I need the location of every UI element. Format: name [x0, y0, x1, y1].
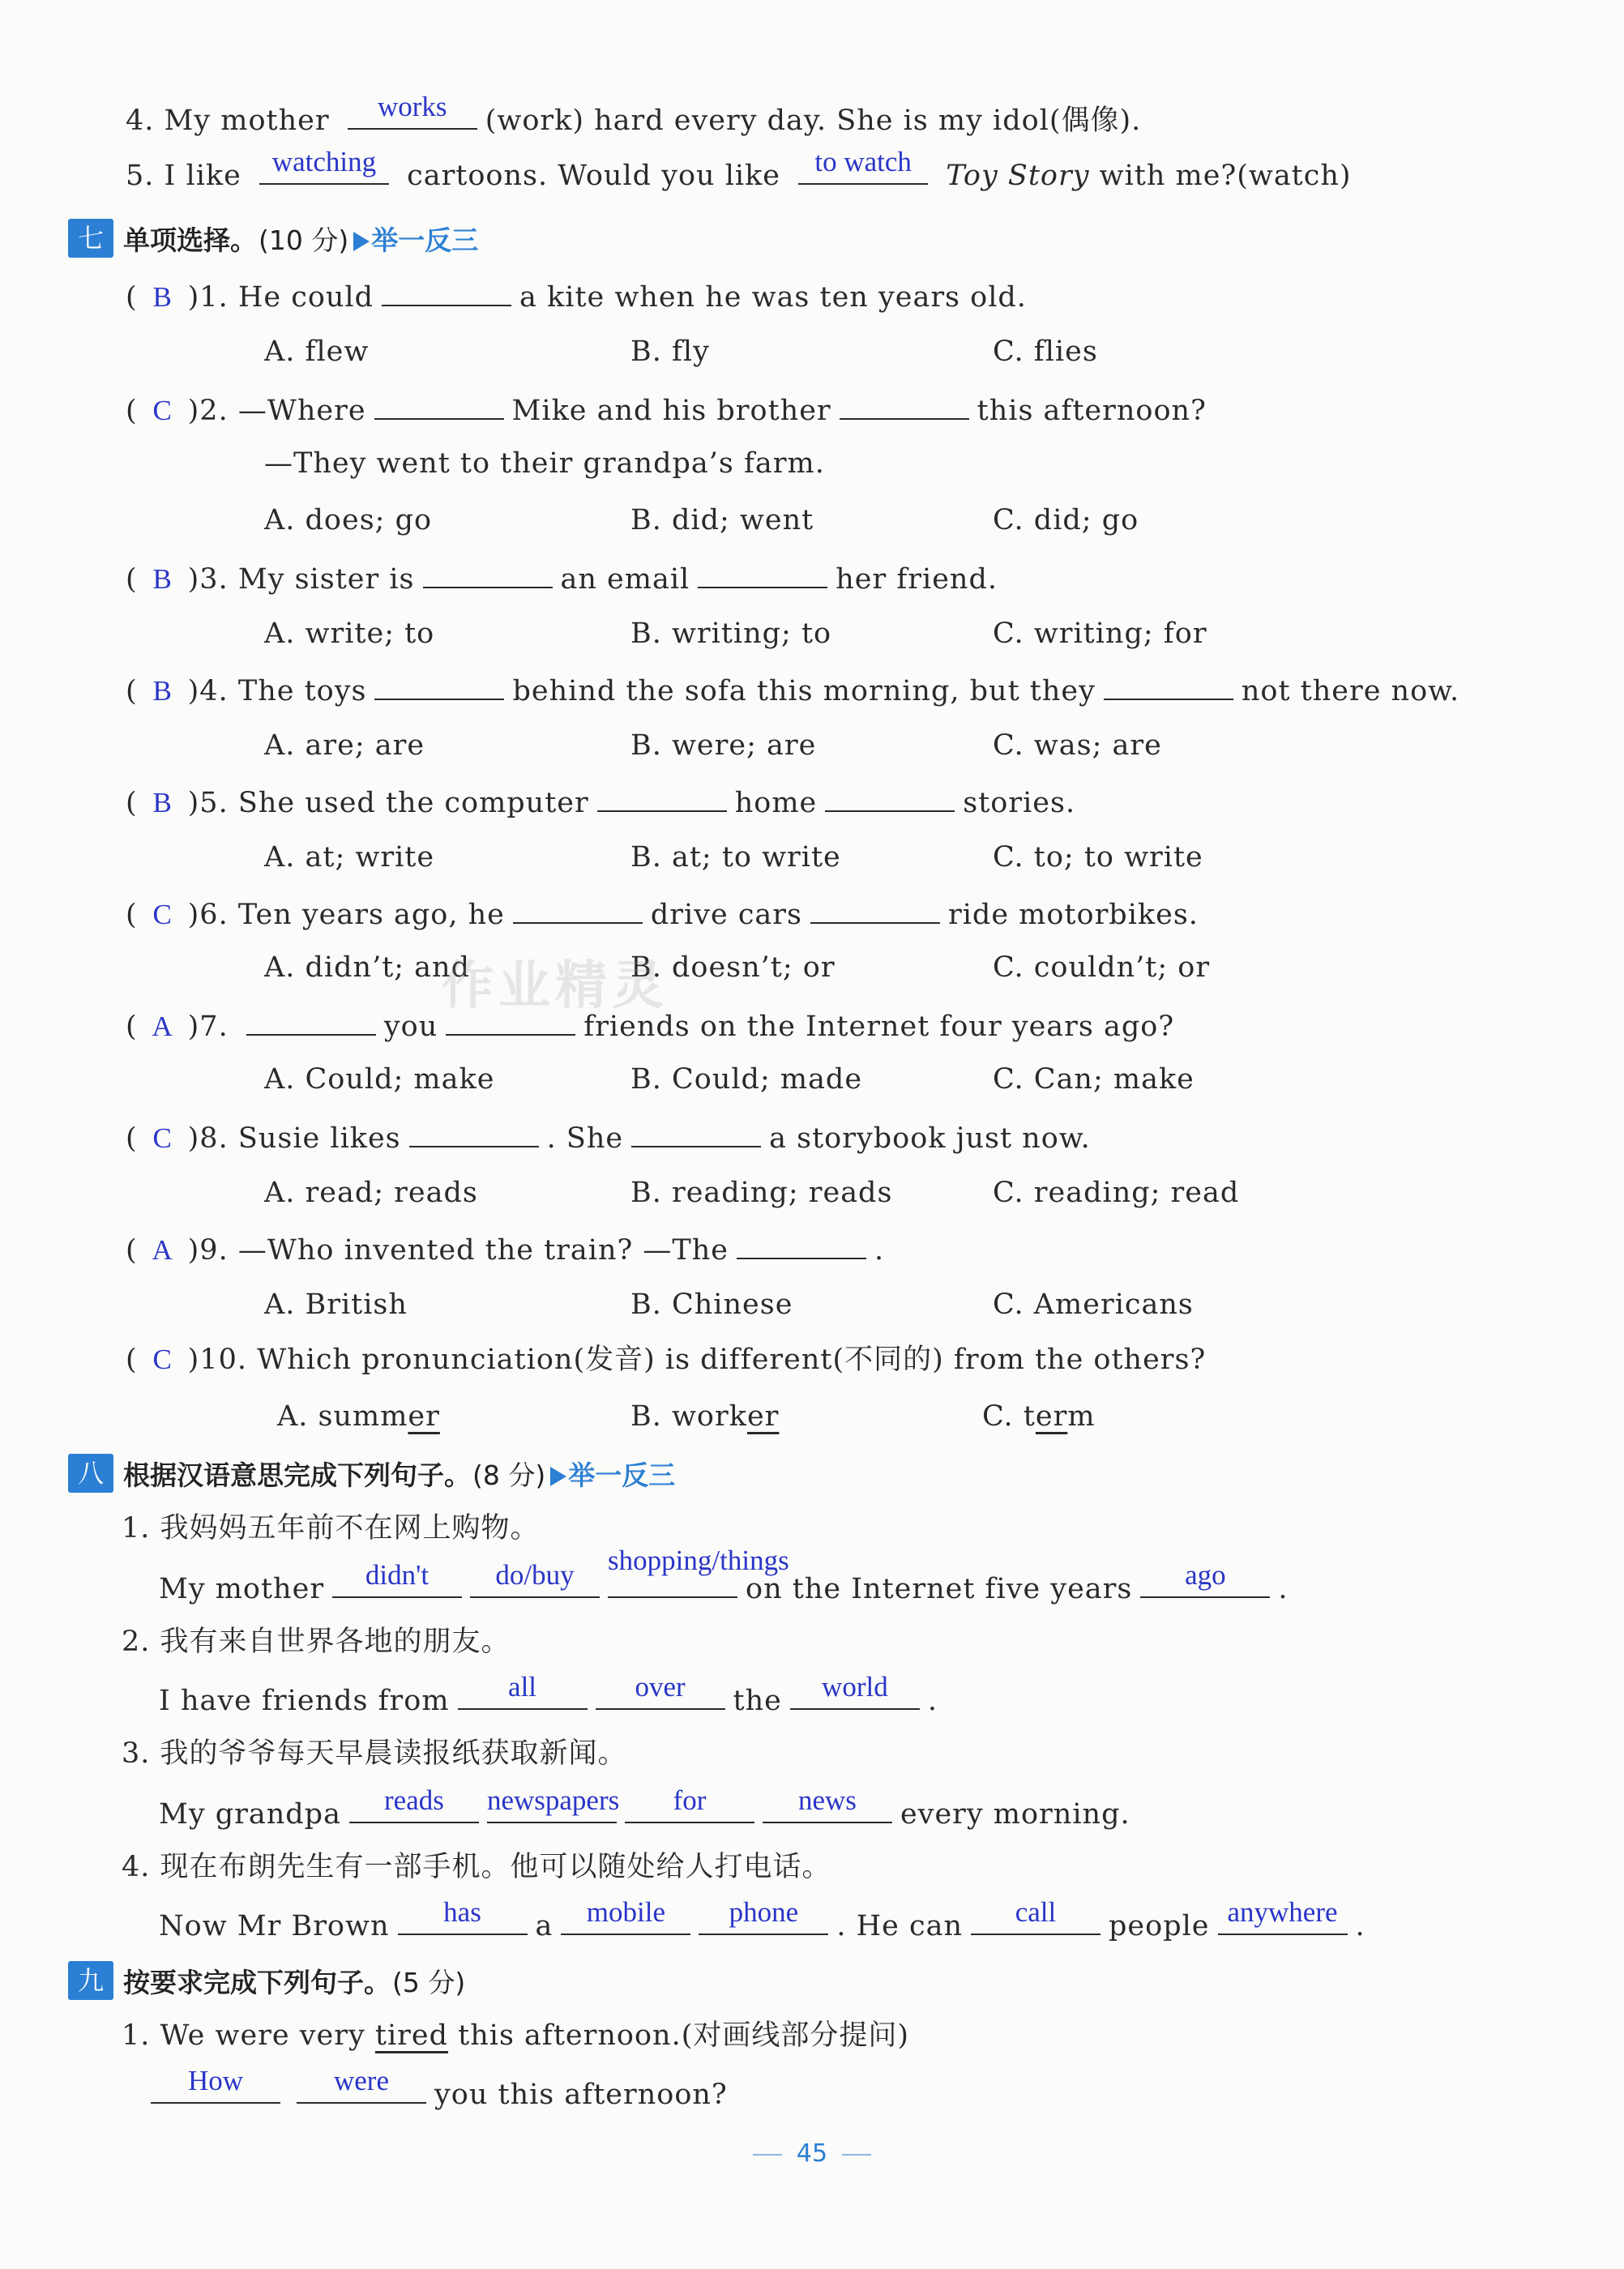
answer-blank[interactable]	[513, 895, 643, 924]
question-5: 5. I like watching cartoons. Would you like to watch Toy Story with me?(watch)	[126, 146, 1352, 192]
answer-blank[interactable]: to watch	[798, 156, 928, 185]
option-b[interactable]: B. were; are	[630, 729, 817, 762]
option-c[interactable]: C. did; go	[993, 504, 1139, 536]
answer-blank[interactable]: do/buy	[470, 1569, 600, 1598]
answer-blank[interactable]	[825, 783, 955, 812]
answer-blank[interactable]: ago	[1140, 1569, 1270, 1598]
mc-question-9: ( A )9. —Who invented the train? —The .	[126, 1230, 884, 1268]
section-number: 九	[68, 1961, 113, 2000]
mc-question-10: ( C )10. Which pronunciation(发音) is different(不同的) from the others?	[126, 1344, 1207, 1376]
answer-blank[interactable]	[597, 783, 727, 812]
answer-blank[interactable]: shopping/things	[608, 1569, 737, 1598]
option-a[interactable]: A. write; to	[264, 617, 435, 650]
underlined-word: tired	[374, 2019, 448, 2052]
answer-blank[interactable]	[446, 1006, 575, 1036]
mc-question-8: ( C )8. Susie likes . She a storybook just now.	[126, 1118, 1091, 1156]
section-number: 七	[68, 219, 113, 258]
answer-blank[interactable]: all	[458, 1681, 588, 1710]
option-b[interactable]: B. Chinese	[630, 1288, 793, 1321]
answer-blank[interactable]: mobile	[561, 1906, 690, 1935]
option-b[interactable]: B. at; to write	[630, 841, 841, 874]
answer-blank[interactable]: over	[596, 1681, 725, 1710]
translation-answer-2: I have friends from all over the world .	[159, 1671, 938, 1717]
translation-answer-1: My mother didn't do/buy shopping/things on the Internet five years ago .	[159, 1545, 1289, 1605]
mc-question-5: ( B )5. She used the computer home stories.	[126, 783, 1075, 821]
mc-question-7: ( A )7. you friends on the Internet four years ago?	[126, 1006, 1174, 1045]
transform-answer-1: How were you this afternoon?	[151, 2075, 728, 2113]
section-9-header: 九 按要求完成下列句子。 (5 分)	[68, 1961, 465, 2000]
answer-blank[interactable]	[246, 1006, 376, 1036]
answer-blank[interactable]: for	[625, 1794, 754, 1823]
option-a[interactable]: A. Could; make	[264, 1063, 495, 1096]
page-footer	[0, 2139, 1624, 2168]
answer-blank[interactable]: call	[971, 1906, 1100, 1935]
mc-question-6: ( C )6. Ten years ago, he drive cars ride motorbikes.	[126, 895, 1199, 933]
section-title: 按要求完成下列句子。	[123, 1966, 391, 1998]
mc-question-2: ( C )2. —Where Mike and his brother this afternoon?	[126, 391, 1207, 429]
option-b[interactable]: B. worker	[630, 1400, 780, 1433]
answer-blank[interactable]: has	[398, 1906, 528, 1935]
answer-blank[interactable]	[631, 1118, 761, 1147]
option-a[interactable]: A. at; write	[264, 841, 435, 874]
arrow-icon	[550, 1467, 566, 1486]
translation-prompt-1: 1. 我妈妈五年前不在网上购物。	[122, 1512, 540, 1545]
answer-blank[interactable]: newspapers	[487, 1794, 617, 1823]
section-title: 根据汉语意思完成下列句子。	[123, 1459, 471, 1491]
option-a[interactable]: A. are; are	[264, 729, 425, 762]
dialogue-reply: —They went to their grandpa’s farm.	[264, 447, 825, 480]
option-b[interactable]: B. writing; to	[630, 617, 832, 650]
arrow-icon	[353, 232, 370, 251]
option-a[interactable]: A. didn’t; and	[264, 951, 470, 984]
option-c[interactable]: C. to; to write	[993, 841, 1203, 874]
option-a[interactable]: A. read; reads	[264, 1177, 478, 1209]
answer-blank[interactable]	[1104, 671, 1233, 700]
section-title: 单项选择。	[123, 224, 257, 256]
answer-blank[interactable]: How	[151, 2075, 280, 2104]
answer-blank[interactable]: anywhere	[1218, 1906, 1348, 1935]
translation-prompt-4: 4. 现在布朗先生有一部手机。他可以随处给人打电话。	[122, 1851, 831, 1883]
answer-blank[interactable]: watching	[259, 156, 389, 185]
answer-blank[interactable]	[810, 895, 940, 924]
option-b[interactable]: B. fly	[630, 335, 710, 368]
section-8-header: 八 根据汉语意思完成下列句子。 (8 分) 举一反三	[68, 1454, 675, 1493]
answer-blank[interactable]: world	[790, 1681, 920, 1710]
answer-blank[interactable]: phone	[699, 1906, 828, 1935]
option-b[interactable]: B. did; went	[630, 504, 814, 536]
transform-question-1: 1. We were very tired this afternoon.(对画线部分提问)	[122, 2019, 910, 2052]
answer-blank[interactable]: news	[763, 1794, 892, 1823]
section-number: 八	[68, 1454, 113, 1493]
option-a[interactable]: A. does; go	[264, 504, 433, 536]
watermark: 作业精灵	[442, 956, 669, 1016]
option-b[interactable]: B. Could; made	[630, 1063, 863, 1096]
option-c[interactable]: C. reading; read	[993, 1177, 1240, 1209]
tag-link[interactable]: 举一反三	[353, 220, 478, 258]
answer-blank[interactable]	[840, 391, 969, 420]
option-a[interactable]: A. summer	[277, 1400, 440, 1433]
mc-question-3: ( B )3. My sister is an email her friend.	[126, 559, 998, 597]
option-a[interactable]: A. flew	[264, 335, 370, 368]
answer-blank[interactable]	[698, 559, 827, 588]
answer-blank[interactable]	[737, 1230, 866, 1259]
option-c[interactable]: C. was; are	[993, 729, 1162, 762]
answer-blank[interactable]	[374, 391, 504, 420]
translation-answer-3: My grandpa reads newspapers for news every morning.	[159, 1784, 1130, 1831]
section-7-header: 七 单项选择。 (10 分) 举一反三	[68, 219, 478, 258]
option-c[interactable]: C. Americans	[993, 1288, 1194, 1321]
option-b[interactable]: B. reading; reads	[630, 1177, 893, 1209]
option-c[interactable]: C. flies	[993, 335, 1098, 368]
mc-question-1: ( B )1. He could a kite when he was ten years old.	[126, 277, 1027, 315]
question-4: 4. My mother works (work) hard every day. She is my idol(偶像).	[126, 91, 1142, 137]
option-c[interactable]: C. Can; make	[993, 1063, 1194, 1096]
answer-blank[interactable]: were	[297, 2075, 426, 2104]
answer-blank[interactable]	[409, 1118, 539, 1147]
option-c[interactable]: C. writing; for	[993, 617, 1207, 650]
translation-prompt-3: 3. 我的爷爷每天早晨读报纸获取新闻。	[122, 1737, 627, 1770]
option-b[interactable]: B. doesn’t; or	[630, 951, 836, 984]
mc-question-4: ( B )4. The toys behind the sofa this morning, but they not there now.	[126, 671, 1459, 709]
option-c[interactable]: C. couldn’t; or	[993, 951, 1211, 984]
answer-blank[interactable]	[374, 671, 504, 700]
translation-prompt-2: 2. 我有来自世界各地的朋友。	[122, 1626, 511, 1658]
answer-blank[interactable]: didn't	[332, 1569, 462, 1598]
answer-blank[interactable]	[423, 559, 553, 588]
option-a[interactable]: A. British	[264, 1288, 408, 1321]
answer-blank[interactable]: reads	[349, 1794, 479, 1823]
answer-blank[interactable]: works	[348, 100, 477, 130]
option-c[interactable]: C. term	[982, 1400, 1096, 1433]
tag-link[interactable]: 举一反三	[550, 1455, 675, 1493]
translation-answer-4: Now Mr Brown has a mobile phone . He can call people anywhere .	[159, 1896, 1365, 1942]
answer-blank[interactable]	[382, 277, 511, 306]
page-number: 45	[796, 2139, 828, 2168]
